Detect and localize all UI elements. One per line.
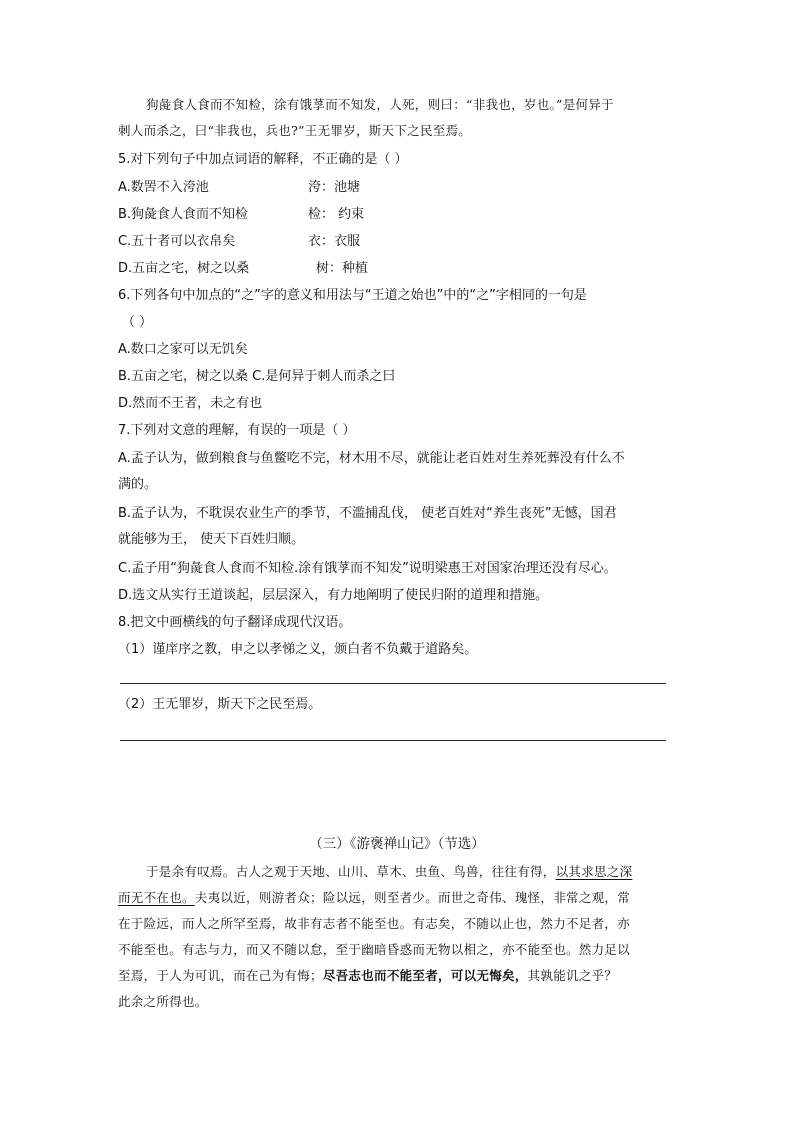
q7-option-a-cont: 满的。 — [118, 477, 158, 492]
passage-line — [118, 888, 630, 908]
answer-line — [120, 683, 666, 684]
q5-option-b-gloss: 检： 约束 — [308, 207, 365, 222]
passage-text: 其孰能讥之乎？ — [527, 968, 618, 983]
question-8-stem: 8.把文中画横线的句子翻译成现代汉语。 — [118, 615, 352, 630]
q7-option-d: D.选文从实行王道谈起，层层深入，有力地阐明了使民归附的道理和措施。 — [118, 588, 549, 603]
answer-line — [120, 740, 666, 741]
question-7-stem: 7.下列对文意的理解，有误的一项是（ ） — [118, 423, 356, 438]
q7-option-b: B.孟子认为，不耽误农业生产的季节，不滥捕乱伐， 使老百姓对“养生丧死”无憾，国君 — [118, 506, 617, 521]
passage-line: 不能至也。有志与力，而又不随以怠，至于幽暗昏惑而无物以相之，亦不能至也。然力足以 — [118, 942, 631, 957]
q5-option-c-gloss: 衣：衣服 — [308, 234, 361, 249]
q7-option-b-cont: 就能够为王， 使天下百姓归顺。 — [118, 532, 305, 547]
q8-item-1: （1）谨庠序之教，申之以孝悌之义，颁白者不负戴于道路矣。 — [118, 642, 478, 657]
passage-line: 狗彘食人食而不知检，涂有饿莩而不知发，人死，则曰：“非我也，岁也。”是何异于 — [146, 97, 614, 112]
q8-item-2: （2）王无罪岁，斯天下之民至焉。 — [118, 697, 322, 712]
question-6-stem: 6.下列各句中加点的“之”字的意义和用法与“王道之始也”中的“之”字相同的一句是 — [118, 288, 587, 303]
underlined-sentence: 而无不在也。 — [118, 890, 195, 905]
passage-line — [146, 862, 632, 882]
passage-line: 此余之所得也。 — [118, 994, 208, 1009]
q7-option-a: A.孟子认为，做到粮食与鱼鳖吃不完，材木用不尽，就能让老百姓对生养死葬没有什么不 — [118, 451, 625, 466]
passage-text: 于是余有叹焉。古人之观于天地、山川、草木、虫鱼、鸟兽，往往有得， — [146, 864, 556, 879]
q5-option-d-gloss: 树：种植 — [316, 261, 369, 276]
q5-option-b: B.狗彘食人食而不知检 — [118, 207, 249, 222]
q6-option-bc: B.五亩之宅，树之以桑 C.是何异于刺人而杀之曰 — [118, 369, 396, 384]
question-5-stem: 5.对下列句子中加点词语的解释，不正确的是（ ） — [118, 152, 408, 167]
q6-option-d: D.然而不王者，未之有也 — [118, 396, 263, 411]
passage-line — [118, 966, 617, 986]
q6-answer-paren: （ ） — [122, 315, 153, 330]
section-3-title: （三）《游褒禅山记》（节选） — [309, 836, 485, 852]
q6-option-a: A.数口之家可以无饥矣 — [118, 342, 248, 357]
underlined-sentence: 以其求思之深 — [555, 864, 633, 879]
q5-option-d: D.五亩之宅，树之以桑 — [118, 261, 250, 276]
q7-option-c: C.孟子用“狗彘食人食而不知检.涂有饿莩而不知发”说明梁惠王对国家治理还没有尽心。 — [118, 561, 617, 576]
passage-text: 夫夷以近，则游者众；险以远，则至者少。而世之奇伟、瑰怪，非常之观，常 — [194, 890, 631, 905]
q5-option-c: C.五十者可以衣帛矣 — [118, 234, 236, 249]
q5-option-a: A.数罟不入洿池 — [118, 180, 209, 195]
passage-line: 刺人而杀之，曰“非我也，兵也?”王无罪岁，斯天下之民至焉。 — [118, 123, 472, 138]
bold-sentence: 尽吾志也而不能至者，可以无悔矣， — [322, 968, 528, 983]
q5-option-a-gloss: 洿：池塘 — [308, 180, 361, 195]
passage-line: 在于险远，而人之所罕至焉，故非有志者不能至也。有志矣，不随以止也，然力不足者，亦 — [118, 916, 631, 931]
passage-text: 至焉，于人为可讥，而在己为有悔； — [118, 968, 323, 983]
